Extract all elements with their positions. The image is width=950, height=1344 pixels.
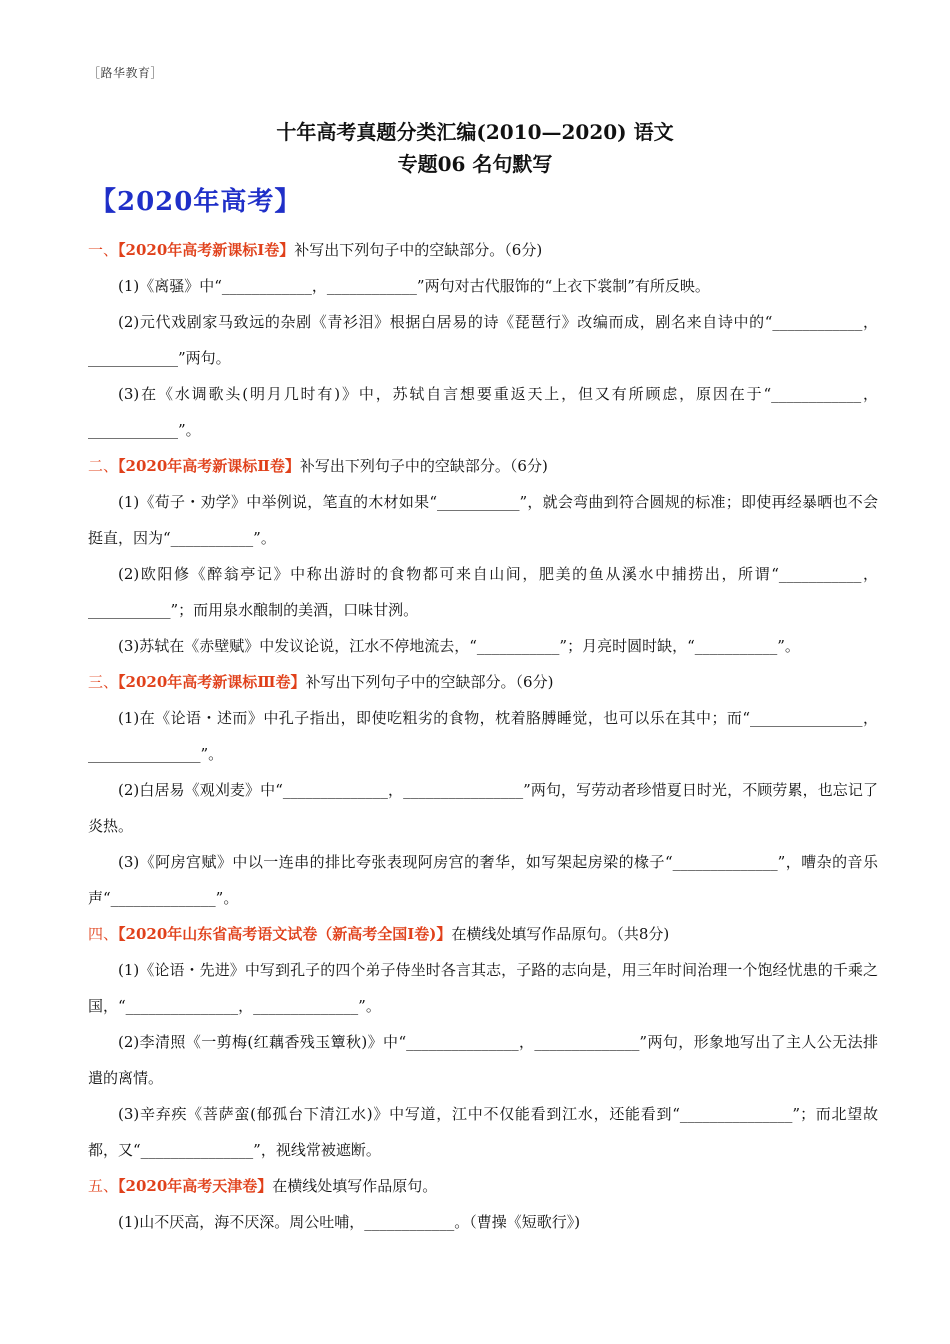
question-item: (1)《论语・先进》中写到孔子的四个弟子侍坐时各言其志，子路的志向是，用三年时间治理一个饱经忧患的千乘之国，“_______________，______________”。 bbox=[88, 961, 878, 1015]
section-heading bbox=[88, 232, 878, 268]
question-list bbox=[88, 232, 878, 1240]
publisher-tag: ［路华教育］ bbox=[88, 66, 164, 80]
question-item: (3)苏轼在《赤壁赋》中发议论说，江水不停地流去，“___________”；月亮时圆时缺，“___________”。 bbox=[118, 637, 800, 655]
question-item: (3)辛弃疾《菩萨蛮(郁孤台下清江水)》中写道，江中不仅能看到江水，还能看到“_______________”；而北望故都，又“_______________”，视线常被遮断。 bbox=[88, 1105, 878, 1159]
section-instruction: 补写出下列句子中的空缺部分。（6分) bbox=[294, 241, 543, 259]
question-item: (1)《荀子・劝学》中举例说，笔直的木材如果“___________”，就会弯曲到符合圆规的标准；即使再经暴晒也不会挺直，因为“___________”。 bbox=[88, 493, 878, 547]
section-number: 五、 bbox=[88, 1177, 119, 1195]
section-number: 一、 bbox=[88, 241, 119, 259]
section-source-label: 【2020年高考新课标Ⅱ卷】 bbox=[118, 457, 300, 475]
section-source-label: 【2020年山东省高考语文试卷（新高考全国Ⅰ卷)】 bbox=[118, 925, 452, 943]
question-item: (2)欧阳修《醉翁亭记》中称出游时的食物都可来自山间，肥美的鱼从溪水中捕捞出，所谓“___________，___________”；而用泉水酿制的美酒，口味甘洌。 bbox=[88, 565, 878, 619]
question-item: (3)《阿房宫赋》中以一连串的排比夸张表现阿房宫的奢华，如写架起房梁的椽子“______________”，嘈杂的音乐声“______________”。 bbox=[88, 853, 878, 907]
question-item: (1)在《论语・述而》中孔子指出，即使吃粗劣的食物，枕着胳膊睡觉，也可以乐在其中；而“_______________，_______________”。 bbox=[88, 709, 878, 763]
question-item: (1)《离骚》中“____________，____________”两句对古代服饰的“上衣下裳制”有所反映。 bbox=[118, 277, 710, 295]
question-item: (2)元代戏剧家马致远的杂剧《青衫泪》根据白居易的诗《琵琶行》改编而成，剧名来自诗中的“____________，____________”两句。 bbox=[88, 313, 878, 367]
document-title: 十年高考真题分类汇编(2010—2020) 语文 bbox=[276, 120, 674, 144]
question-item: (3)在《水调歌头(明月几时有)》中，苏轼自言想要重返天上，但又有所顾虑，原因在于“____________，____________”。 bbox=[88, 385, 878, 439]
question-item: (1)山不厌高，海不厌深。周公吐哺，____________。（曹操《短歌行》) bbox=[118, 1213, 581, 1231]
section-heading bbox=[88, 448, 878, 484]
section-instruction: 在横线处填写作品原句。（共8分) bbox=[451, 925, 670, 943]
section-number: 三、 bbox=[88, 673, 119, 691]
question-item: (2)李清照《一剪梅(红藕香残玉簟秋)》中“_______________，______________”两句，形象地写出了主人公无法排遣的离情。 bbox=[88, 1033, 878, 1087]
question-item: (2)白居易《观刈麦》中“______________，________________”两句，写劳动者珍惜夏日时光，不顾劳累，也忘记了炎热。 bbox=[88, 781, 878, 835]
section-source-label: 【2020年高考天津卷】 bbox=[118, 1177, 273, 1195]
section-number: 二、 bbox=[88, 457, 119, 475]
section-heading bbox=[88, 1168, 878, 1204]
section-number: 四、 bbox=[88, 925, 119, 943]
section-heading bbox=[88, 916, 878, 952]
section-instruction: 补写出下列句子中的空缺部分。（6分) bbox=[305, 673, 554, 691]
section-heading bbox=[88, 664, 878, 700]
section-source-label: 【2020年高考新课标Ⅲ卷】 bbox=[118, 673, 306, 691]
year-heading: 【2020年高考】 bbox=[90, 187, 302, 217]
section-source-label: 【2020年高考新课标Ⅰ卷】 bbox=[118, 241, 295, 259]
document-subtitle: 专题06 名句默写 bbox=[397, 152, 553, 176]
section-instruction: 在横线处填写作品原句。 bbox=[272, 1177, 438, 1195]
section-instruction: 补写出下列句子中的空缺部分。（6分) bbox=[299, 457, 548, 475]
